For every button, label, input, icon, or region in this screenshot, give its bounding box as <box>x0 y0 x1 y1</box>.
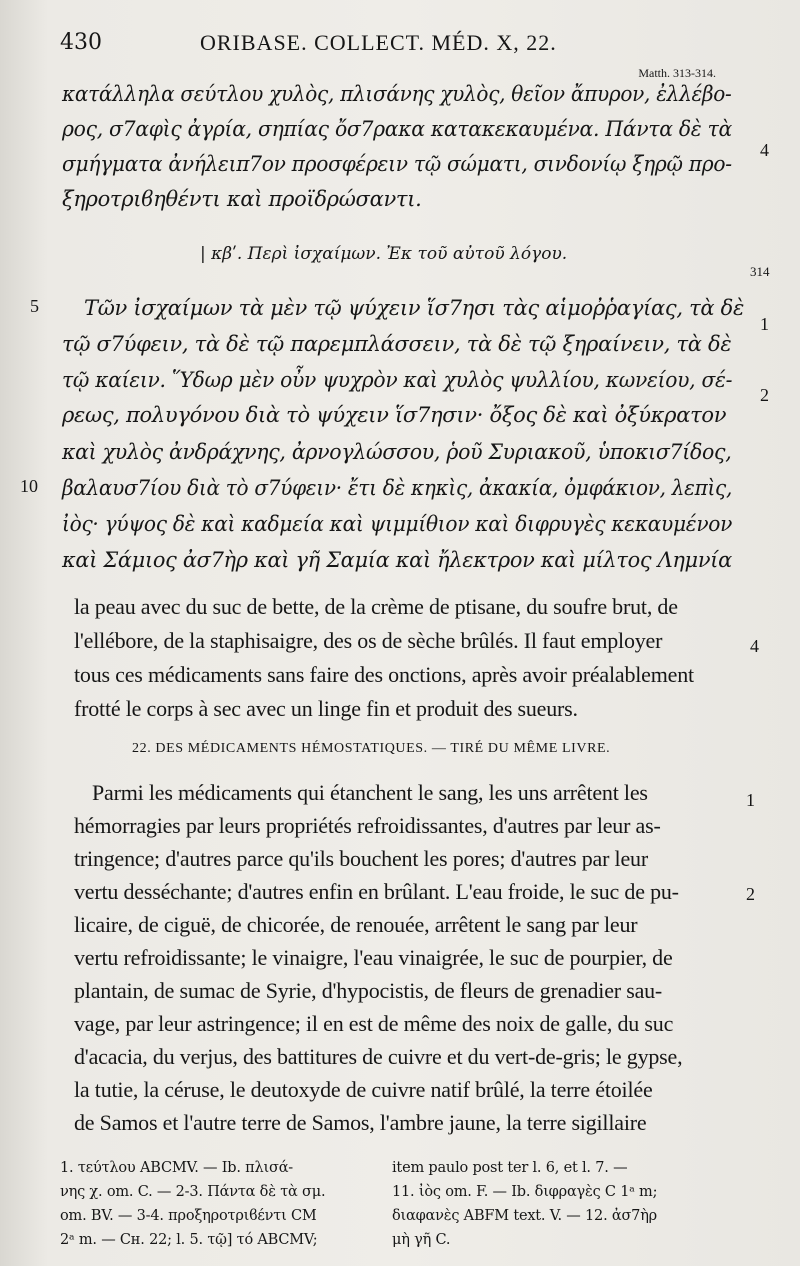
line-number: 5 <box>30 296 39 316</box>
greek-line: καὶ χυλὸς ἀνδράχνης, ἀρνογλώσσου, ῥοῦ Συριακοῦ, ὑποκισ7ίδος, <box>62 440 732 464</box>
footnote-line: 11. ἰὸς om. F. — Ib. διφραγὲς C 1ᵃ m; <box>392 1184 658 1200</box>
footnote-line: διαφανὲς ABFM text. V. — 12. ἀσ7ὴρ <box>392 1208 658 1224</box>
french-line: tous ces médicaments sans faire des onctions, après avoir préalablement <box>74 662 694 687</box>
french-line: hémorragies par leurs propriétés refroidissantes, d'autres par leur as- <box>74 813 661 838</box>
greek-line: ρος, σ7αφὶς ἀγρία, σηπίας ὄσ7ρακα κατακεκαυμένα. Πάντα δὲ τὰ <box>62 117 732 141</box>
french-line: plantain, de sumac de Syrie, d'hypocistis, de fleurs de grenadier sau- <box>74 978 663 1003</box>
margin-number: 1 <box>746 790 755 810</box>
greek-line: κατάλληλα σεύτλου χυλὸς, πλισάνης χυλὸς, θεῖον ἄπυρον, ἐλλέβο- <box>62 82 732 106</box>
greek-line: βαλαυσ7ίου διὰ τὸ σ7ύφειν· ἔτι δὲ κηκὶς, ἀκακία, ὀμφάκιον, λεπὶς, <box>62 476 733 500</box>
greek-line: καὶ Σάμιος ἀσ7ὴρ καὶ γῆ Σαμία καὶ ἤλεκτρον καὶ μίλτος Λημνία <box>62 548 732 572</box>
footnote-line: νης χ. om. C. — 2-3. Πάντα δὲ τὰ σμ. <box>60 1184 326 1200</box>
french-line: vertu refroidissante; le vinaigre, l'eau vinaigrée, le suc de pourpier, de <box>74 945 673 970</box>
french-line: de Samos et l'autre terre de Samos, l'ambre jaune, la terre sigillaire <box>74 1110 647 1135</box>
french-line: l'ellébore, de la staphisaigre, des os de sèche brûlés. Il faut employer <box>74 628 663 653</box>
greek-line: σμήγματα ἀνήλειπ7ον προσφέρειν τῷ σώματι, σινδονίῳ ξηρῷ προ- <box>62 152 732 176</box>
french-line: Parmi les médicaments qui étanchent le sang, les uns arrêtent les <box>92 780 648 805</box>
greek-line: Τῶν ἰσχαίμων τὰ μὲν τῷ ψύχειν ἵσ7ησι τὰς αἱμοῤῥαγίας, τὰ δὲ <box>84 296 744 320</box>
greek-line: ἰὸς· γύψος δὲ καὶ καδμεία καὶ ψιμμίθιον καὶ διφρυγὲς κεκαυμένον <box>62 512 733 536</box>
footnote-line: 1. τεύτλου ABCMV. — Ib. πλισά- <box>60 1160 293 1176</box>
running-head: ORIBASE. COLLECT. MÉD. X, 22. <box>200 30 557 55</box>
french-chapter-heading: 22. DES MÉDICAMENTS HÉMOSTATIQUES. — TIRÉ DU MÊME LIVRE. <box>132 741 611 756</box>
french-line: vertu desséchante; d'autres enfin en brûlant. L'eau froide, le suc de pu- <box>74 879 679 904</box>
french-line: frotté le corps à sec avec un linge fin et produit des sueurs. <box>74 696 578 721</box>
margin-number: 2 <box>746 884 755 904</box>
footnote-line: μὴ γῆ C. <box>392 1232 451 1248</box>
page-number: 430 <box>60 30 102 55</box>
greek-line: ξηροτριϐηθέντι καὶ προϊδρώσαντι. <box>62 187 422 211</box>
margin-page-reference: 314 <box>750 264 770 279</box>
edition-reference: Matth. 313-314. <box>638 66 716 80</box>
footnote-line: 2ᵃ m. — Cʜ. 22; l. 5. τῷ] τό ABCMV; <box>60 1232 318 1248</box>
footnote-line: item paulo post ter l. 6, et l. 7. — <box>392 1160 628 1176</box>
greek-line: τῷ σ7ύφειν, τὰ δὲ τῷ παρεμπλάσσειν, τὰ δὲ τῷ ξηραίνειν, τὰ δὲ <box>62 332 732 356</box>
margin-number: 4 <box>760 140 769 160</box>
margin-number: 4 <box>750 636 759 656</box>
french-line: la peau avec du suc de bette, de la crème de ptisane, du soufre brut, de <box>74 594 678 619</box>
greek-line: ρεως, πολυγόνου διὰ τὸ ψύχειν ἵσ7ησιν· ὄξος δὲ καὶ ὀξύκρατον <box>62 403 727 427</box>
french-line: vage, par leur astringence; il en est de même des noix de galle, du suc <box>74 1011 674 1036</box>
french-line: d'acacia, du verjus, des battitures de cuivre et du vert-de-gris; le gypse, <box>74 1044 683 1069</box>
greek-chapter-heading: | κβʹ. Περὶ ἰσχαίμων. Ἐκ τοῦ αὐτοῦ λόγου. <box>200 244 568 264</box>
french-line: licaire, de ciguë, de chicorée, de renouée, arrêtent le sang par leur <box>74 912 638 937</box>
margin-number: 2 <box>760 385 769 405</box>
french-line: tringence; d'autres parce qu'ils bouchent les pores; d'autres par leur <box>74 846 648 871</box>
line-number: 10 <box>20 476 38 496</box>
page-header <box>60 26 720 80</box>
greek-line: τῷ καίειν. Ὕδωρ μὲν οὖν ψυχρὸν καὶ χυλὸς ψυλλίου, κωνείου, σέ- <box>62 368 733 392</box>
french-line: la tutie, la céruse, le deutoxyde de cuivre natif brûlé, la terre étoilée <box>74 1077 653 1102</box>
margin-number: 1 <box>760 314 769 334</box>
footnote-line: om. BV. — 3-4. προξηροτριϐέντι CM <box>60 1208 317 1224</box>
